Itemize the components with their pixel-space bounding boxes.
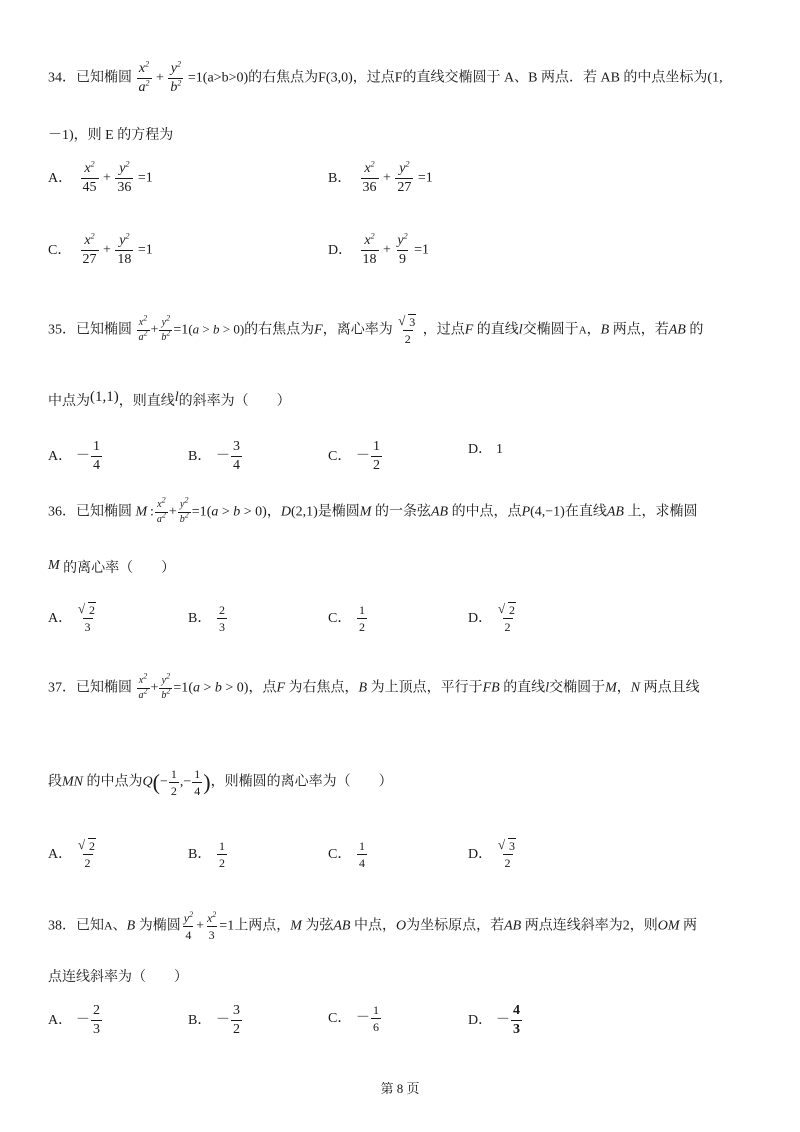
q34-option-b[interactable]: B． $\frac{x^2}{36}$ + $\frac{y^2}{27}$ =1 (328, 159, 433, 195)
q34-option-c[interactable]: C． $\frac{x^2}{27}$ + $\frac{y^2}{18}$ =1 (48, 231, 153, 267)
q34-stem-line2: －1)，则 E 的方程为 (48, 128, 174, 143)
q35-option-d[interactable]: D． 1 (468, 442, 503, 457)
q34-option-d[interactable]: D． $\frac{x^2}{18}$ + $\frac{y^2}{9}$ =1 (328, 231, 430, 267)
q38-stem-line2: 点连线斜率为（ ） (48, 970, 188, 985)
q38-stem: 38．已知A、B 为椭圆 $\frac{y^2}{4}$ + $\frac{x^2}{3}$ =1上两点，M 为弦AB 中点，O为坐标原点，若AB 两点连线斜率为2，则OM 两 (48, 910, 697, 942)
q37-option-b[interactable]: B． $\frac{1}{2}$ (188, 839, 225, 870)
page-footer: 第 8 页 (380, 1081, 420, 1096)
q37-option-d[interactable]: D． √ $\frac{3}{2}$ (468, 840, 519, 869)
q36-stem: 36．已知椭圆 M : $\frac{x^2}{a^2}$ + $\frac{y^2}{b^2}$ =1(a > b > 0)，D(2,1)是椭圆M 的一条弦AB 的中点，点P(4,−1)在直线AB 上，求椭圆 (48, 495, 698, 525)
q34-frac-y: $\frac{y^2}{b^2}$ (170, 59, 182, 95)
q38-option-b[interactable]: B． － $\frac{3}{2}$ (188, 1003, 240, 1037)
q37-stem: 37．已知椭圆 $\frac{x^2}{a^2}$ + $\frac{y^2}{b^2}$ =1(a > b > 0)，点F 为右焦点，B 为上顶点，平行于FB 的直线l交椭圆于M，N 两点且线 (48, 671, 700, 701)
q37-stem-line2: 段MN 的中点为Q(− $\frac{1}{2}$ ,− $\frac{1}{4}$ )，则椭圆的离心率为（ ） (48, 767, 393, 798)
q36-option-b[interactable]: B． $\frac{2}{3}$ (188, 603, 225, 634)
q36-option-c[interactable]: C． $\frac{1}{2}$ (328, 603, 365, 634)
q34-option-a[interactable]: A． $\frac{x^2}{45}$ + $\frac{y^2}{36}$ =1 (48, 159, 153, 195)
q37-option-c[interactable]: C． $\frac{1}{4}$ (328, 839, 365, 870)
q34-stem: 34．已知椭圆 $\frac{x^2}{a^2}$ + $\frac{y^2}{b^2}$ =1(a>b>0)的右焦点为F(3,0)，过点F的直线交椭圆于 A、B 两点．若 AB 的中点坐标为(1, (48, 59, 723, 95)
q36-option-a[interactable]: A． √ $\frac{2}{3}$ (48, 604, 99, 633)
q35-eccentricity: √ $\frac{3}{2}$ (397, 316, 418, 345)
q36-stem-line2: M 的离心率（ ） (48, 558, 176, 576)
q36-option-d[interactable]: D． √ $\frac{2}{2}$ (468, 604, 519, 633)
q37-option-a[interactable]: A． √ $\frac{2}{2}$ (48, 840, 99, 869)
q38-option-d[interactable]: D． － $\frac{4}{3}$ (468, 1003, 520, 1037)
q38-option-a[interactable]: A． － $\frac{2}{3}$ (48, 1003, 100, 1037)
q35-stem: 35．已知椭圆 $\frac{x^2}{a^2}$ + $\frac{y^2}{b^2}$ =1(a > b > 0)的右焦点为F，离心率为 √ $\frac{3}{2}$ ，过点F 的直线l交椭圆于A，B 两点，若AB 的 (48, 316, 703, 345)
q35-option-a[interactable]: A． － $\frac{1}{4}$ (48, 439, 100, 473)
q35-option-c[interactable]: C． － $\frac{1}{2}$ (328, 439, 380, 473)
q34-frac-x: $\frac{x^2}{a^2}$ (138, 59, 150, 95)
q35-option-b[interactable]: B． － $\frac{3}{4}$ (188, 439, 240, 473)
q35-stem-line2: 中点为(1,1)，则直线l的斜率为（ ） (48, 389, 291, 409)
q38-option-c[interactable]: C． － $\frac{1}{6}$ (328, 1003, 379, 1034)
